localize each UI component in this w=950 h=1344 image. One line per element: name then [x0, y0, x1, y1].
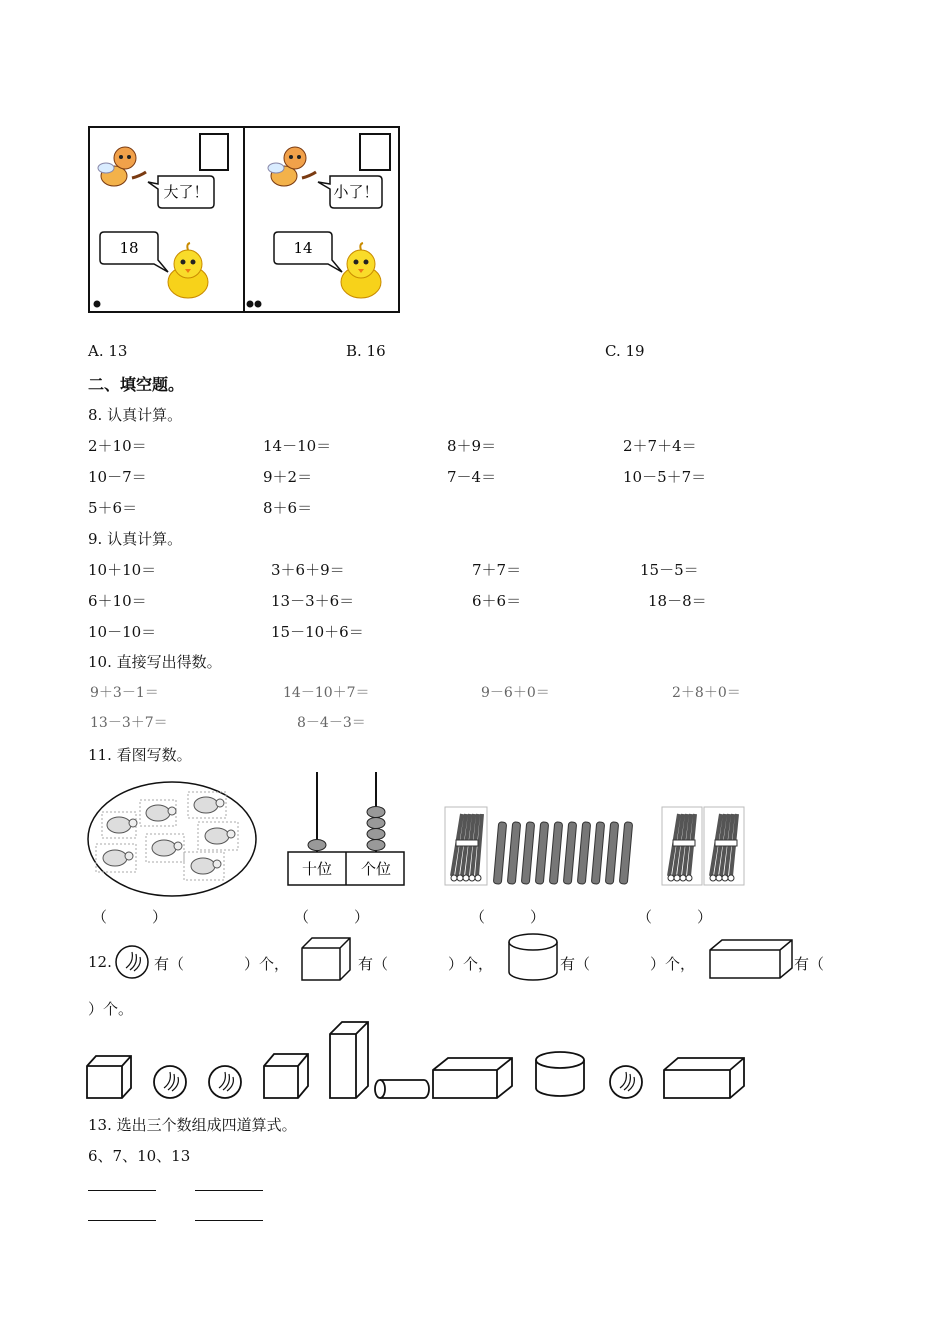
section-title: 二、填空题。 [88, 375, 185, 394]
equation: 15－10＋6＝ [271, 623, 364, 641]
equation: 9＋2＝ [263, 468, 313, 486]
bead [367, 818, 385, 829]
number-set: 6、7、10、13 [88, 1147, 191, 1165]
cube-icon [300, 936, 352, 982]
ball-shape [610, 1066, 642, 1098]
chick-icon [341, 243, 381, 298]
sticks-bundle-and-singles [444, 806, 634, 888]
ball-shape [154, 1066, 186, 1098]
answer-box-left [200, 134, 228, 170]
equation: 9－6＋0＝ [481, 685, 550, 701]
equation: 2＋7＋4＝ [623, 437, 697, 455]
stick-bundle-icon [662, 807, 702, 885]
equation: 14－10＋7＝ [283, 685, 370, 701]
lying-cylinder-shape [375, 1080, 429, 1098]
speech-reply-right: 小了！ [333, 183, 379, 201]
panel-dot [255, 301, 262, 308]
equation: 18－8＝ [648, 592, 707, 610]
shapes-row [84, 1020, 748, 1102]
abacus-ones-label: 个位 [360, 860, 392, 878]
answer-bracket[interactable]: （ ） [92, 908, 168, 926]
equation: 6＋6＝ [472, 592, 522, 610]
panel-dot [247, 301, 254, 308]
cuboid-shape [664, 1058, 744, 1098]
equation: 2＋10＝ [88, 437, 147, 455]
question-line2: ）个。 [88, 1000, 134, 1018]
abacus-tens-label: 十位 [301, 860, 333, 878]
equation: 13－3＋7＝ [90, 715, 168, 731]
blank-ball-count[interactable]: 有（ ）个， [154, 955, 290, 973]
option-a[interactable]: A. 13 [88, 342, 128, 360]
answer-bracket[interactable]: （ ） [637, 908, 713, 926]
blank-cuboid-count[interactable]: 有（ [794, 955, 825, 973]
stick-bundle-icon [445, 807, 487, 885]
stick-bundle-icon [704, 807, 744, 885]
bead [308, 840, 326, 851]
equation: 14－10＝ [263, 437, 332, 455]
bead [367, 807, 385, 818]
guess-number-panels [88, 126, 400, 314]
equation: 10＋10＝ [88, 561, 157, 579]
equation: 8＋6＝ [263, 499, 313, 517]
option-b[interactable]: B. 16 [346, 342, 386, 360]
cuboid-icon [708, 938, 794, 980]
equation: 10－7＝ [88, 468, 147, 486]
chick-icon [168, 243, 208, 298]
panel-dot [94, 301, 101, 308]
equation: 9＋3－1＝ [90, 685, 159, 701]
cylinder-shape [536, 1052, 584, 1096]
bead [367, 829, 385, 840]
bee-icon [268, 147, 316, 186]
abacus [286, 768, 406, 888]
cube-shape [87, 1056, 131, 1098]
answer-line[interactable] [88, 1220, 156, 1221]
bead [367, 840, 385, 851]
question-title: 8. 认真计算。 [88, 406, 183, 424]
equation: 10－5＋7＝ [623, 468, 707, 486]
answer-bracket[interactable]: （ ） [470, 908, 546, 926]
question-title: 11. 看图写数。 [88, 746, 192, 764]
equation: 8＋9＝ [447, 437, 497, 455]
cuboid-shape [433, 1058, 512, 1098]
answer-line[interactable] [195, 1190, 263, 1191]
question-title: 13. 选出三个数组成四道算式。 [88, 1116, 297, 1134]
blank-cylinder-count[interactable]: 有（ ）个， [560, 955, 696, 973]
tall-cuboid-shape [330, 1022, 368, 1098]
equation: 2＋8＋0＝ [672, 685, 741, 701]
cube-shape [264, 1054, 308, 1098]
answer-bracket[interactable]: （ ） [294, 908, 370, 926]
equation: 5＋6＝ [88, 499, 138, 517]
equation: 8－4－3＝ [297, 715, 366, 731]
answer-line[interactable] [88, 1190, 156, 1191]
question-number: 12. [88, 953, 112, 971]
equation: 13－3＋6＝ [271, 592, 355, 610]
speech-guess-right: 14 [293, 239, 313, 257]
equation: 10－10＝ [88, 623, 157, 641]
equation: 6＋10＝ [88, 592, 147, 610]
speech-reply-left: 大了！ [163, 183, 209, 201]
bee-icon [98, 147, 146, 186]
equation: 7＋7＝ [472, 561, 522, 579]
speech-guess-left: 18 [119, 239, 139, 257]
turtles-oval [86, 780, 258, 898]
option-c[interactable]: C. 19 [605, 342, 645, 360]
equation: 7－4＝ [447, 468, 497, 486]
question-title: 9. 认真计算。 [88, 530, 183, 548]
answer-box-right [360, 134, 390, 170]
question-title: 10. 直接写出得数。 [88, 653, 222, 671]
single-sticks [493, 822, 632, 884]
equation: 3＋6＋9＝ [271, 561, 345, 579]
cylinder-icon [506, 932, 560, 982]
equation: 15－5＝ [640, 561, 699, 579]
two-stick-bundles [661, 806, 747, 888]
ball-shape [209, 1066, 241, 1098]
answer-line[interactable] [195, 1220, 263, 1221]
ball-icon [114, 944, 150, 980]
blank-cube-count[interactable]: 有（ ）个， [358, 955, 494, 973]
